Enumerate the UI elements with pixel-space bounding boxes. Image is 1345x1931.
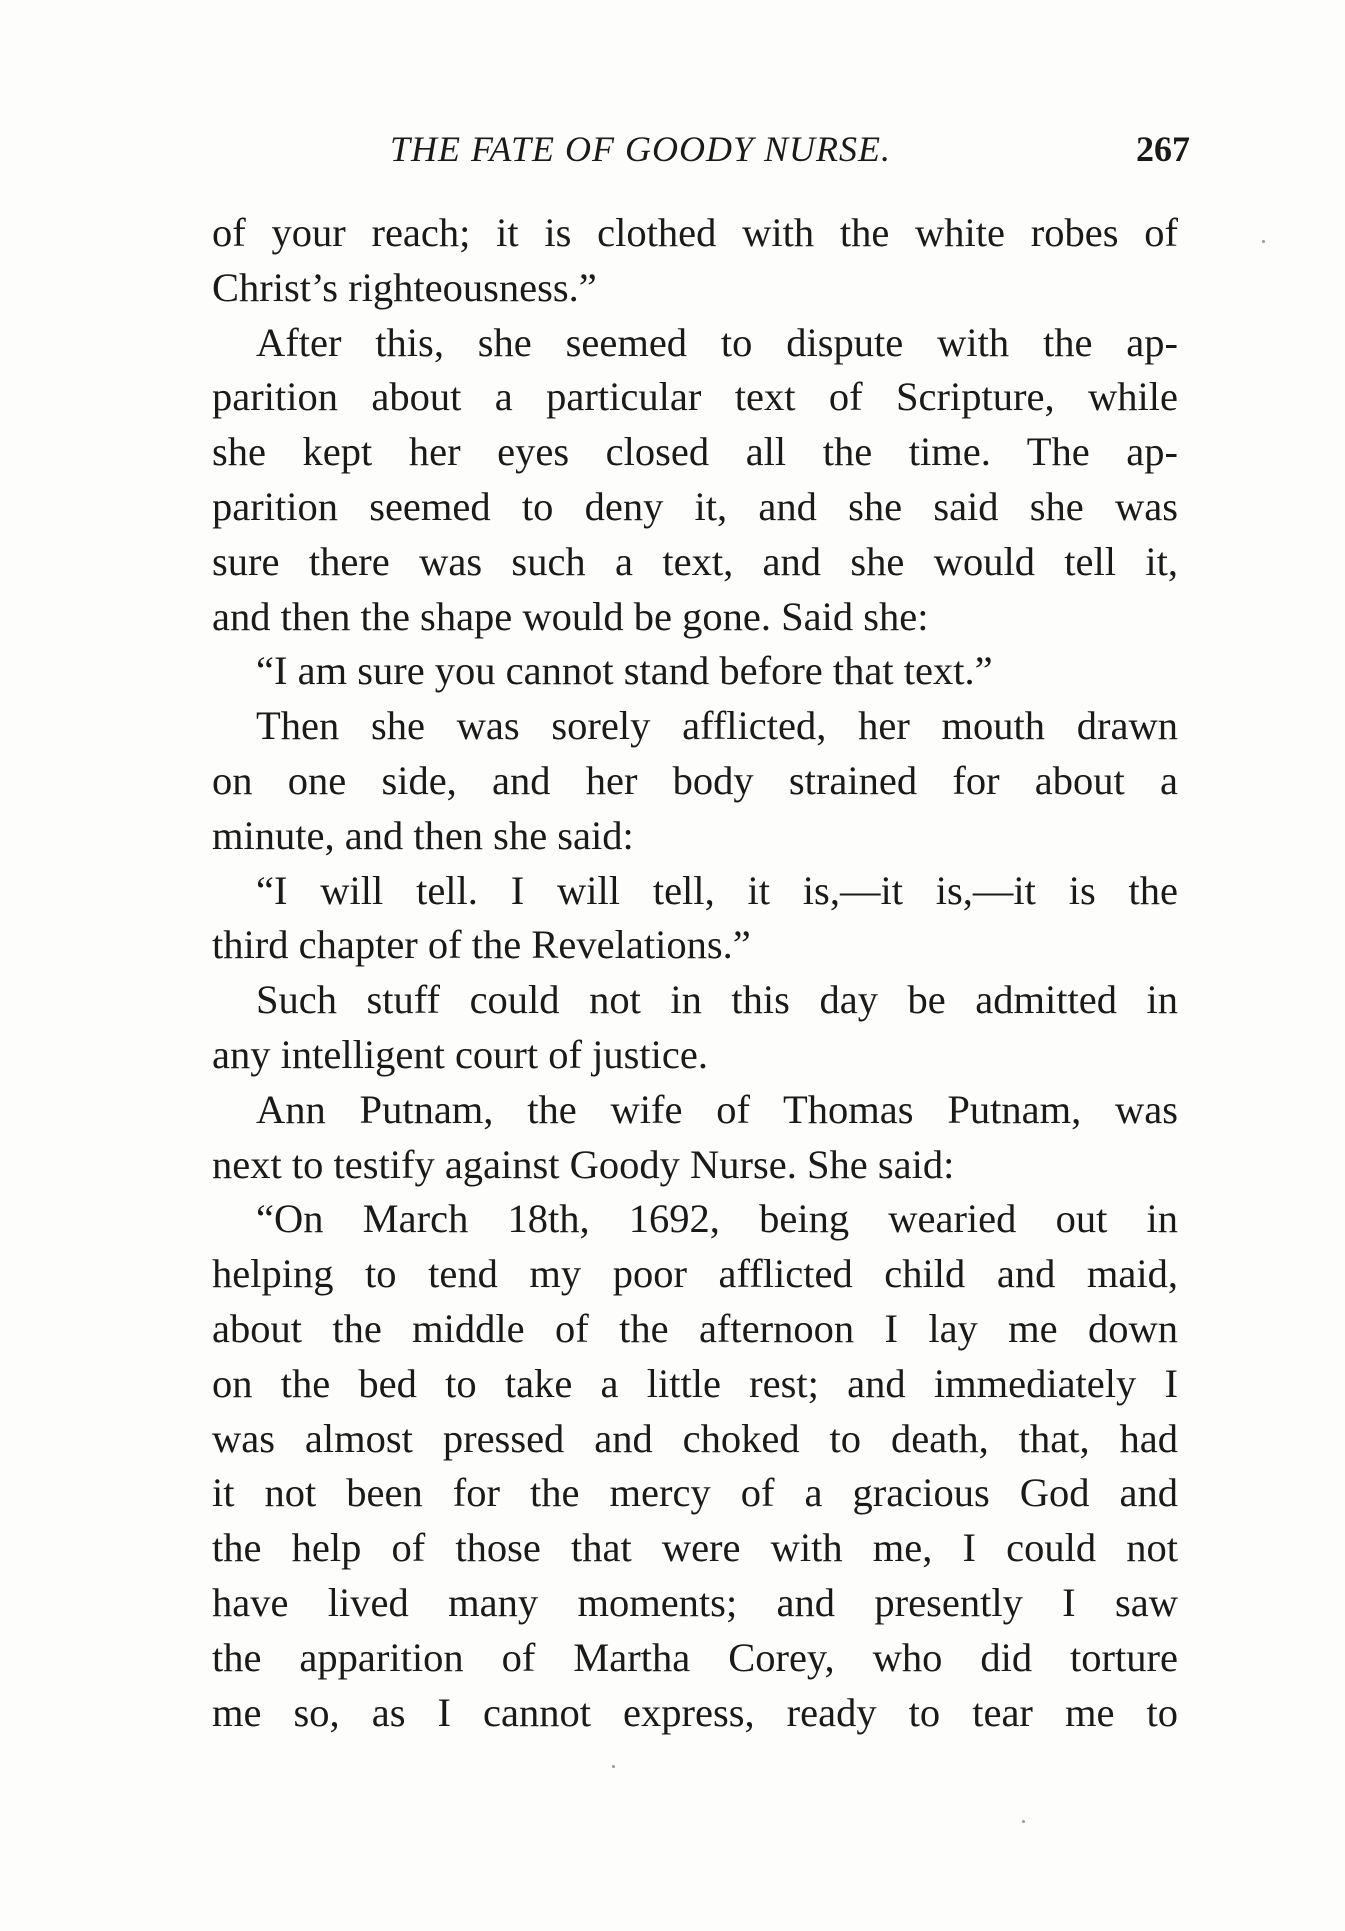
text-line: on the bed to take a little rest; and immediately I — [212, 1360, 1178, 1406]
text-line: sure there was such a text, and she would tell it, — [212, 538, 1178, 584]
text-line: helping to tend my poor afflicted child and maid, — [212, 1251, 1178, 1297]
text-line: Christ’s righteousness.” — [212, 264, 597, 310]
body-text — [212, 206, 1178, 1740]
text-line: she kept her eyes closed all the time. The ap- — [212, 429, 1178, 475]
text-line: on one side, and her body strained for about a — [212, 757, 1178, 803]
text-line: Then she was sorely afflicted, her mouth drawn — [256, 703, 1178, 749]
paper-speck — [612, 1765, 615, 1768]
running-head: THE FATE OF GOODY NURSE. — [390, 129, 892, 169]
text-line: any intelligent court of justice. — [212, 1031, 708, 1077]
text-line: about the middle of the afternoon I lay me down — [212, 1305, 1178, 1351]
text-line: “I will tell. I will tell, it is,—it is,—it is the — [256, 867, 1178, 913]
text-line: the help of those that were with me, I could not — [212, 1525, 1178, 1571]
text-line: of your reach; it is clothed with the white robes of — [212, 210, 1178, 255]
text-line: Such stuff could not in this day be admitted in — [256, 977, 1178, 1023]
text-line: Ann Putnam, the wife of Thomas Putnam, was — [256, 1086, 1178, 1132]
text-line: After this, she seemed to dispute with the ap- — [256, 319, 1178, 365]
text-line: parition seemed to deny it, and she said she was — [212, 483, 1178, 529]
text-line: it not been for the mercy of a gracious God and — [212, 1470, 1178, 1516]
text-line: “I am sure you cannot stand before that text.” — [256, 648, 993, 694]
text-line: was almost pressed and choked to death, that, had — [212, 1415, 1178, 1461]
page-number: 267 — [1136, 129, 1190, 169]
paper-speck — [1262, 240, 1265, 243]
text-line: next to testify against Goody Nurse. She said: — [212, 1141, 955, 1187]
page-header — [210, 128, 1190, 178]
paper-speck — [1022, 1820, 1025, 1823]
text-line: minute, and then she said: — [212, 812, 634, 858]
text-line: third chapter of the Revelations.” — [212, 922, 751, 968]
text-line: and then the shape would be gone. Said she: — [212, 593, 929, 639]
text-line: have lived many moments; and presently I saw — [212, 1579, 1178, 1625]
text-line: parition about a particular text of Scripture, while — [212, 374, 1178, 420]
text-line: me so, as I cannot express, ready to tear me to — [212, 1689, 1178, 1735]
text-line: the apparition of Martha Corey, who did torture — [212, 1634, 1178, 1680]
text-line: “On March 18th, 1692, being wearied out in — [256, 1196, 1178, 1242]
